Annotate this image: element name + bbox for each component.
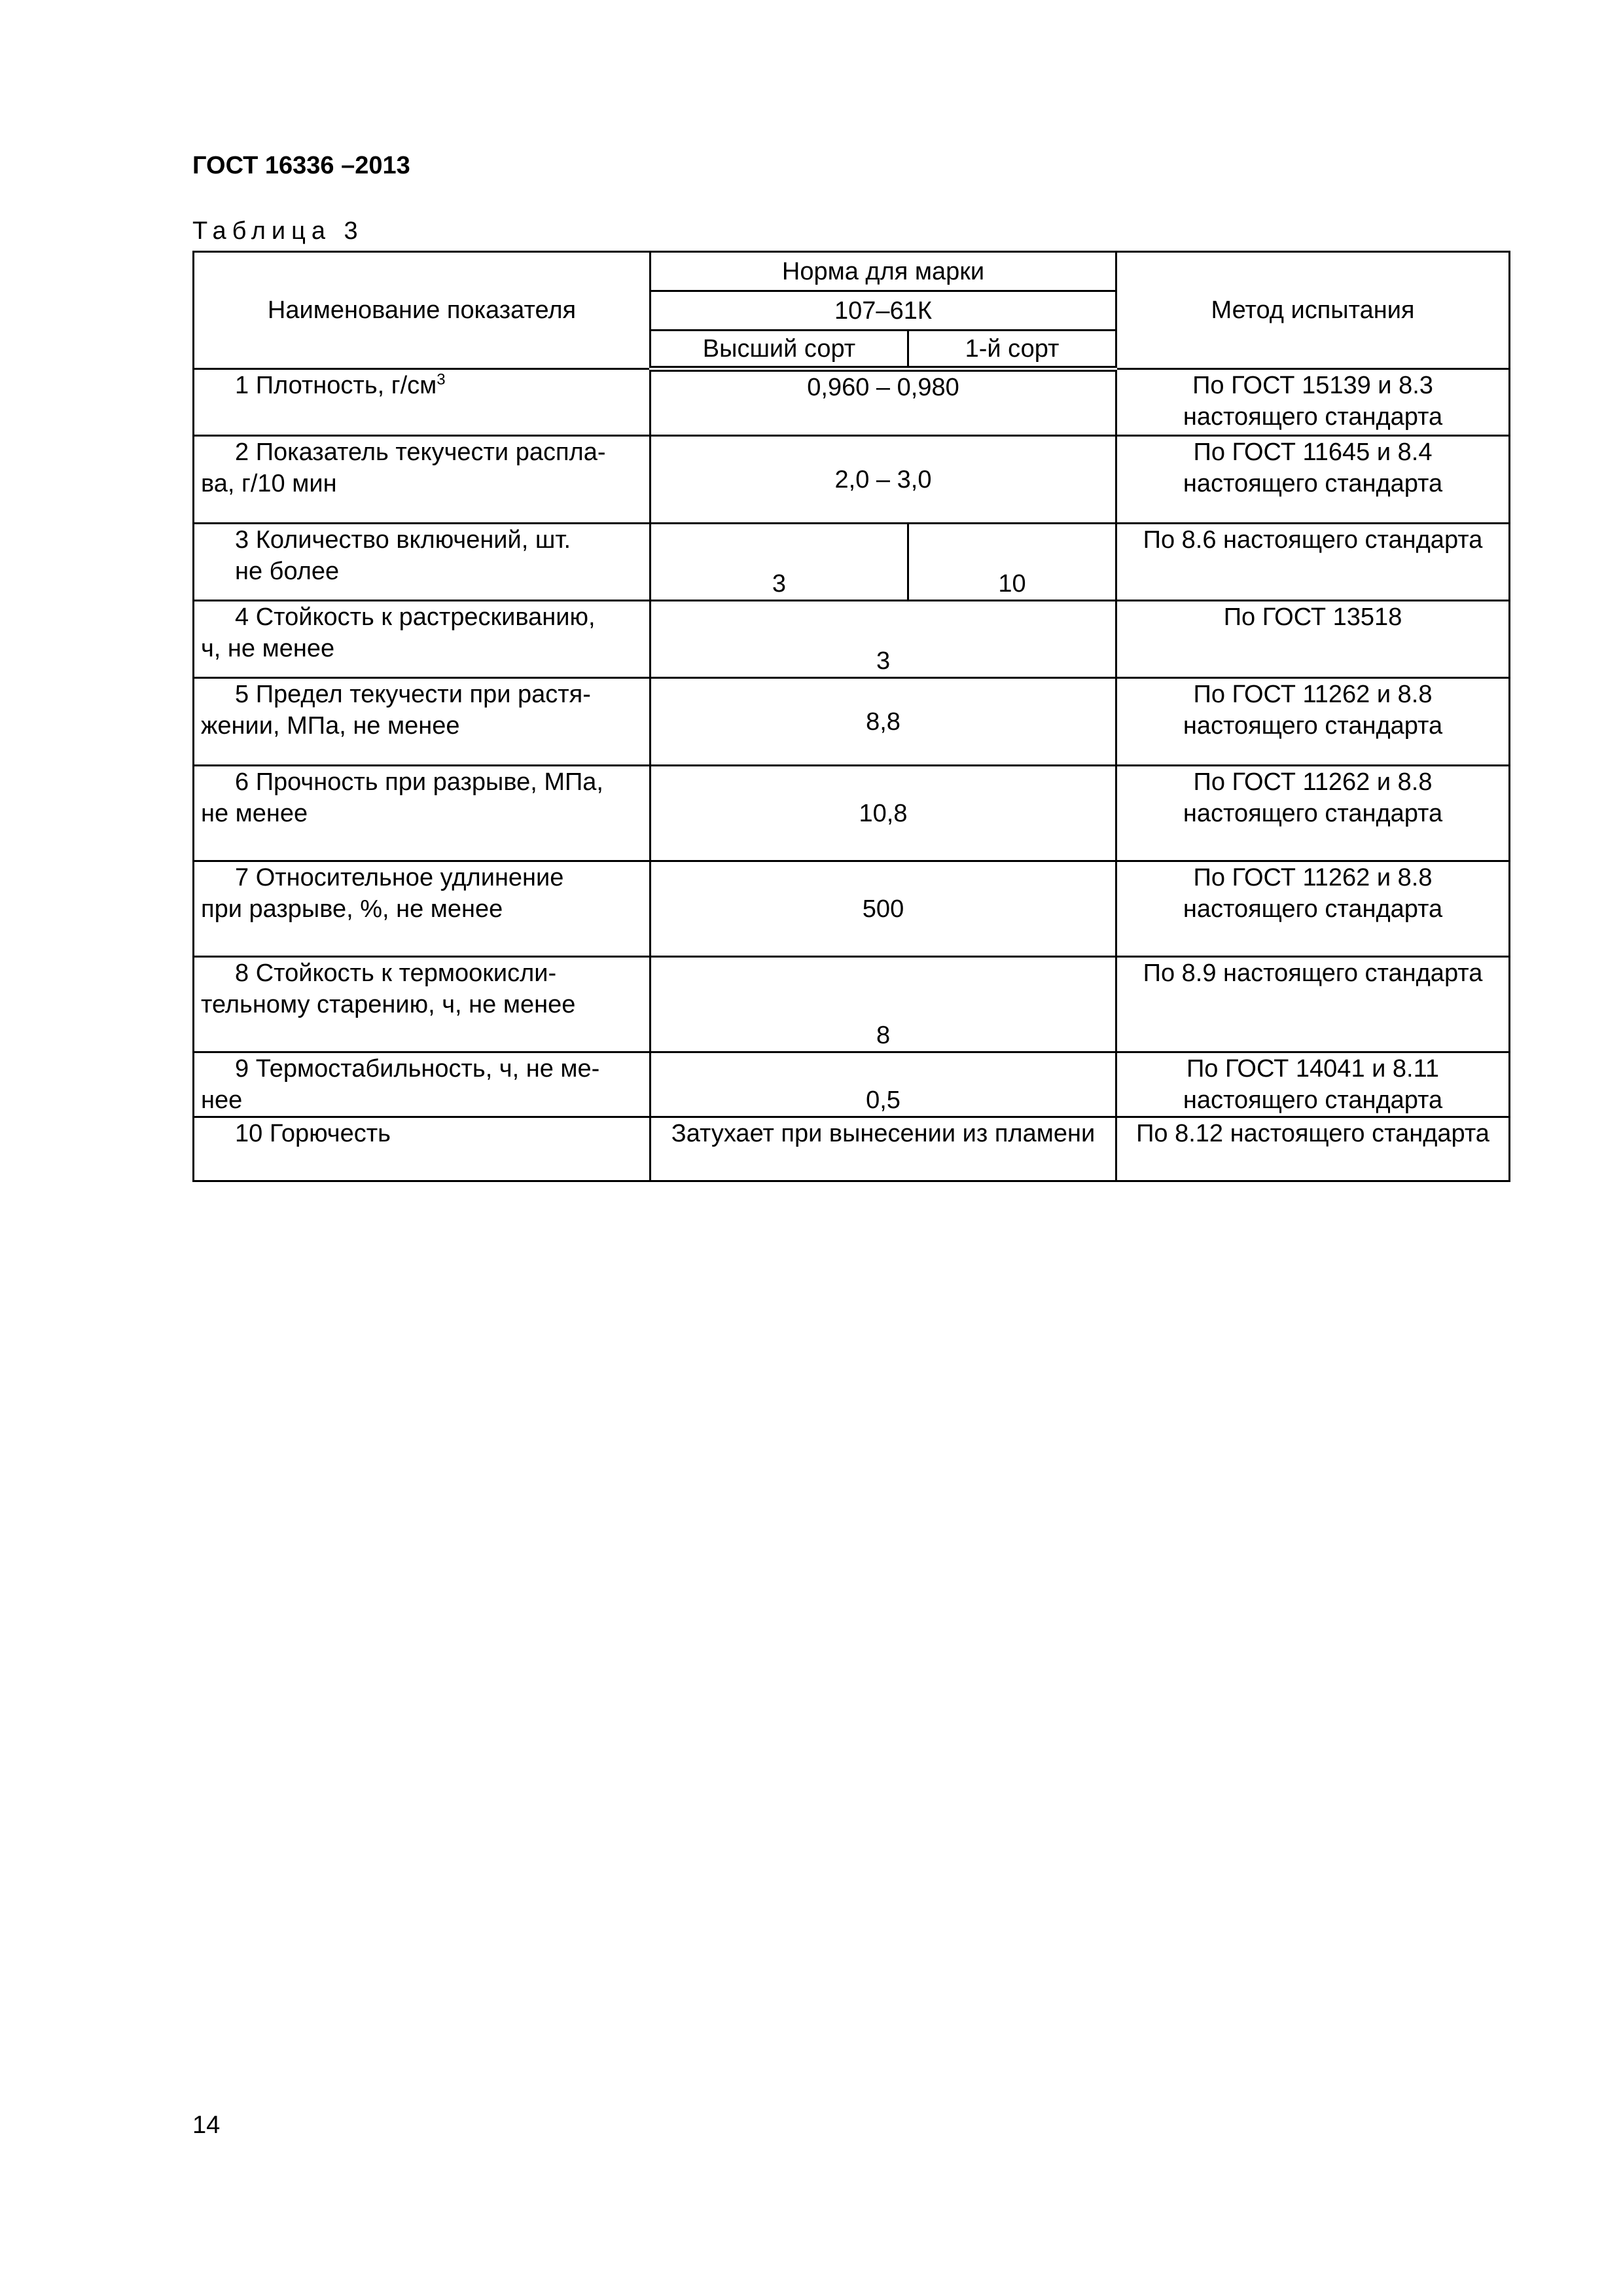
norm-value: 0,960 – 0,980 (651, 369, 1116, 436)
header-premium-grade: Высший сорт (651, 331, 908, 369)
indicator-name: 7 Относительное удлинение при разрыве, %, не менее (194, 861, 651, 957)
table-row (194, 1052, 1510, 1117)
test-method: По ГОСТ 11645 и 8.4 настоящего стандарта (1116, 436, 1510, 524)
indicator-name: 3 Количество включений, шт. не более (194, 524, 651, 601)
table-row (194, 369, 1510, 436)
norm-value: Затухает при вынесении из пламени (651, 1117, 1116, 1181)
test-method: По ГОСТ 11262 и 8.8 настоящего стандарта (1116, 766, 1510, 861)
header-first-grade: 1-й сорт (908, 331, 1116, 369)
indicator-name: 9 Термостабильность, ч, не ме- нее (194, 1052, 651, 1117)
norm-value: 500 (651, 861, 1116, 957)
table-row (194, 524, 1510, 601)
indicator-name: 5 Предел текучести при растя- жении, МПа, не менее (194, 678, 651, 766)
table-row (194, 1117, 1510, 1181)
table-row (194, 861, 1510, 957)
indicator-name: 6 Прочность при разрыве, МПа, не менее (194, 766, 651, 861)
header-method: Метод испытания (1116, 252, 1510, 369)
test-method: По 8.12 настоящего стандарта (1116, 1117, 1510, 1181)
test-method: По 8.9 настоящего стандарта (1116, 957, 1510, 1052)
header-norm: Норма для марки (651, 252, 1116, 291)
norm-value-first: 10 (908, 524, 1116, 601)
indicator-name: 8 Стойкость к термоокисли- тельному старению, ч, не менее (194, 957, 651, 1052)
norm-value-premium: 3 (651, 524, 908, 601)
indicator-name: 2 Показатель текучести распла- ва, г/10 мин (194, 436, 651, 524)
norm-value: 0,5 (651, 1052, 1116, 1117)
document-header: ГОСТ 16336 –2013 (192, 152, 410, 179)
table-row (194, 601, 1510, 678)
page-number: 14 (192, 2111, 221, 2139)
norm-value: 3 (651, 601, 1116, 678)
test-method: По ГОСТ 11262 и 8.8 настоящего стандарта (1116, 678, 1510, 766)
test-method: По ГОСТ 13518 (1116, 601, 1510, 678)
table-row (194, 957, 1510, 1052)
table-row (194, 436, 1510, 524)
indicator-name: 4 Стойкость к растрескиванию, ч, не менее (194, 601, 651, 678)
norm-value: 10,8 (651, 766, 1116, 861)
test-method: По ГОСТ 15139 и 8.3 настоящего стандарта (1116, 369, 1510, 436)
properties-table (192, 251, 1510, 1182)
header-indicator: Наименование показателя (194, 252, 651, 369)
header-grade: 107–61К (651, 291, 1116, 331)
test-method: По ГОСТ 11262 и 8.8 настоящего стандарта (1116, 861, 1510, 957)
table-row (194, 766, 1510, 861)
norm-value: 2,0 – 3,0 (651, 436, 1116, 524)
test-method: По ГОСТ 14041 и 8.11 настоящего стандарта (1116, 1052, 1510, 1117)
test-method: По 8.6 настоящего стандарта (1116, 524, 1510, 601)
indicator-name: 1 Плотность, $г/см^3$ (194, 369, 651, 436)
table-caption: Таблица 3 (192, 217, 364, 245)
indicator-name: 10 Горючесть (194, 1117, 651, 1181)
norm-value: 8,8 (651, 678, 1116, 766)
table-row (194, 678, 1510, 766)
norm-value: 8 (651, 957, 1116, 1052)
superscript: 3 (437, 370, 446, 389)
